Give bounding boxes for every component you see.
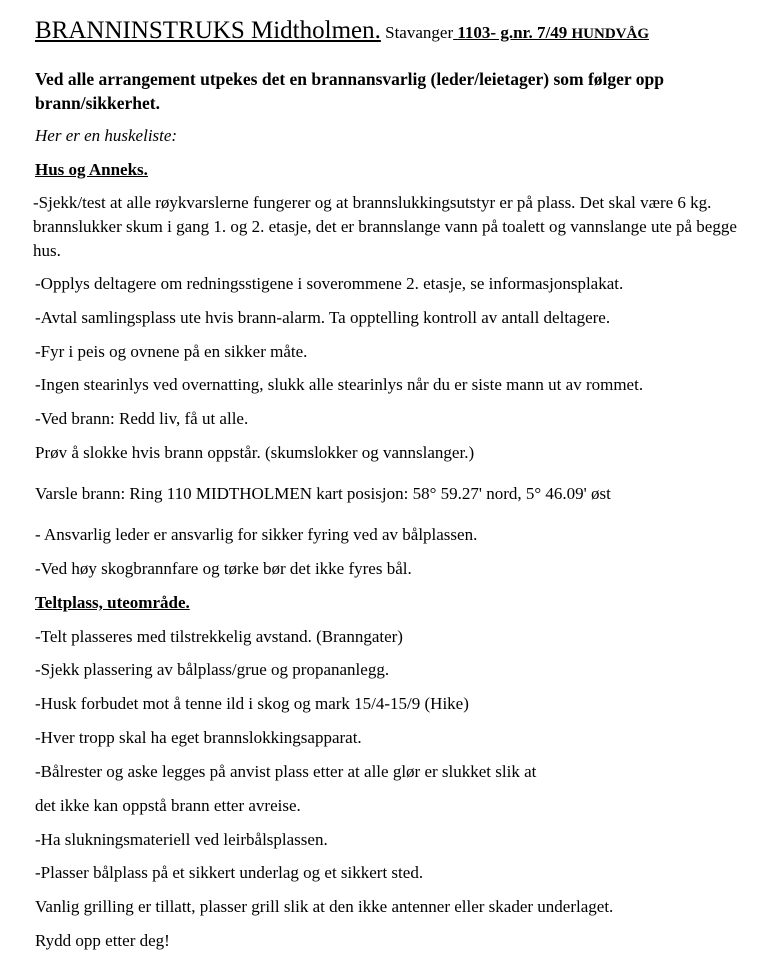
list-item: -Husk forbudet mot å tenne ild i skog og mark 15/4-15/9 (Hike): [35, 694, 469, 713]
list-item: -Ha slukningsmateriell ved leirbålsplassen.: [35, 830, 328, 849]
list-item: Vanlig grilling er tillatt, plasser grill slik at den ikke antenner eller skader underlaget.: [35, 897, 614, 916]
list-item: -Bålrester og aske legges på anvist plass etter at alle glør er slukket slik at: [35, 762, 537, 781]
list-item: Prøv å slokke hvis brann oppstår. (skumslokker og vannslanger.): [35, 443, 475, 462]
list-item-alert: Varsle brann: Ring 110 MIDTHOLMEN kart posisjon: 58° 59.27' nord, 5° 46.09' øst: [35, 484, 611, 503]
section-heading-hus: Hus og Anneks.: [35, 160, 148, 179]
list-item: - Ansvarlig leder er ansvarlig for sikker fyring ved av bålplassen.: [35, 525, 478, 544]
list-item: -Sjekk/test at alle røykvarslerne fungerer og at brannslukkingsutstyr er på plass. Det skal være 6 kg. brannslukker skum i gang 1. og 2. etasje, det er brannslange vann på toalett og vannslange ute på begge hus.: [33, 193, 737, 260]
list-item: -Avtal samlingsplass ute hvis brann-alarm. Ta opptelling kontroll av antall deltagere.: [35, 308, 611, 327]
list-item: -Ved brann: Redd liv, få ut alle.: [35, 409, 249, 428]
title-gnr: 1103- g.nr. 7/49: [457, 23, 568, 42]
title-area: HUNDVÅG: [571, 26, 649, 42]
list-item-continued: det ikke kan oppstå brann etter avreise.: [35, 796, 301, 815]
document-title: [35, 17, 757, 45]
list-item-closing: Rydd opp etter deg!: [35, 931, 170, 950]
intro-paragraph: Ved alle arrangement utpekes det en brannansvarlig (leder/leietager) som følger opp brann/sikkerhet.: [35, 69, 664, 113]
list-item: -Ingen stearinlys ved overnatting, slukk alle stearinlys når du er siste mann ut av rommet.: [35, 375, 644, 394]
list-item: -Plasser bålplass på et sikkert underlag og et sikkert sted.: [35, 863, 424, 882]
section-heading-telt: Teltplass, uteområde.: [35, 593, 190, 612]
checklist-intro: Her er en huskeliste:: [35, 126, 178, 145]
list-item: -Telt plasseres med tilstrekkelig avstand. (Branngater): [35, 627, 403, 646]
list-item: -Opplys deltagere om redningsstigene i soverommene 2. etasje, se informasjonsplakat.: [35, 274, 624, 293]
list-item: -Fyr i peis og ovnene på en sikker måte.: [35, 342, 308, 361]
list-item: -Hver tropp skal ha eget brannslokkingsapparat.: [35, 728, 362, 747]
title-place: Stavanger: [385, 23, 454, 42]
list-item: -Sjekk plassering av bålplass/grue og propananlegg.: [35, 660, 390, 679]
title-main: BRANNINSTRUKS Midtholmen.: [35, 17, 381, 44]
list-item: -Ved høy skogbrannfare og tørke bør det ikke fyres bål.: [35, 559, 412, 578]
